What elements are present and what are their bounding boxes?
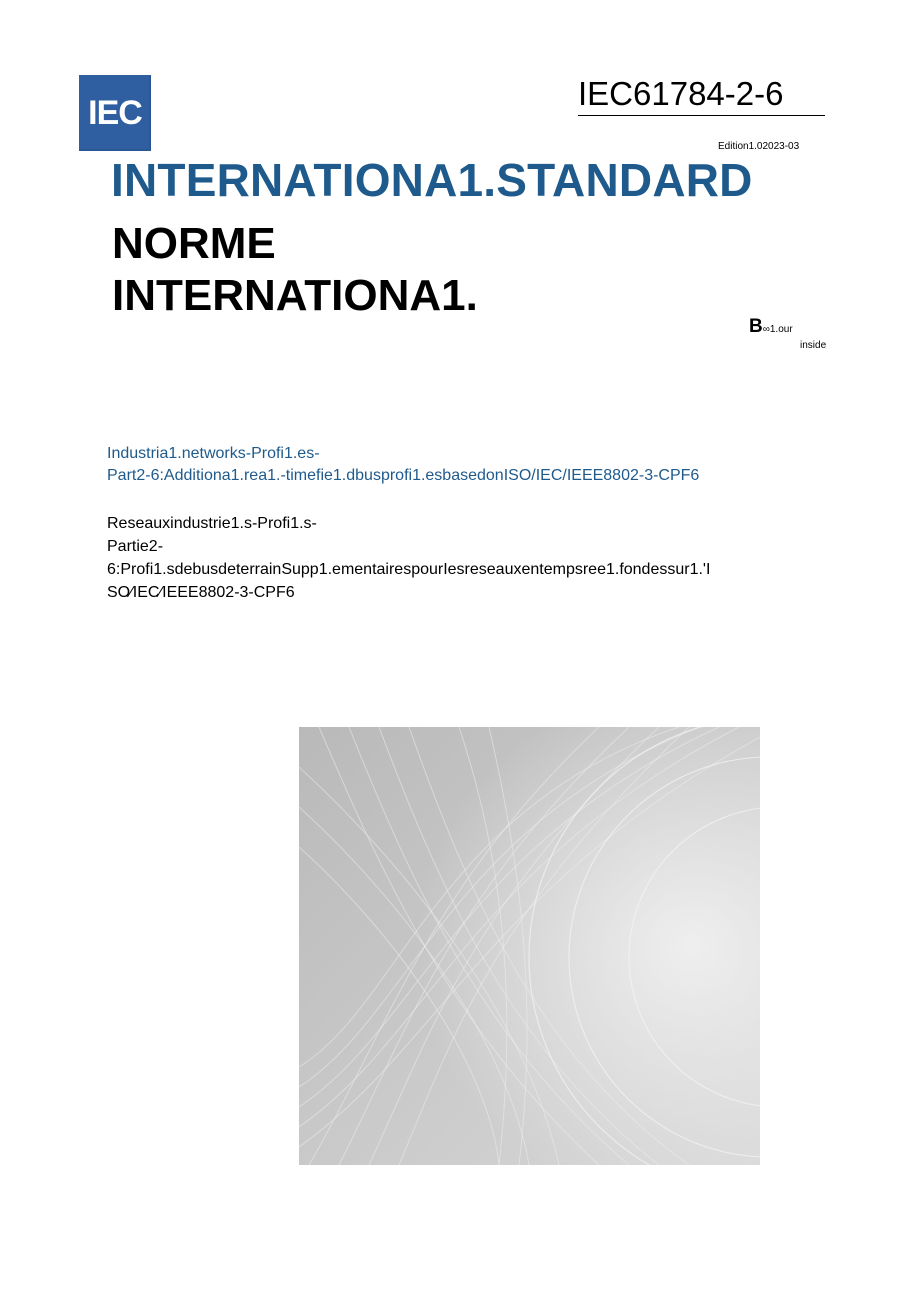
iec-logo-text: IEC: [88, 93, 142, 132]
subtitle-fr-line3: 6:Profi1.sdebusdeterrainSupp1.ementairespourIesreseauxentempsree1.fondessur1.'I: [107, 561, 711, 578]
subtitle-fr-line1: Reseauxindustrie1.s-Profi1.s-: [107, 515, 317, 532]
title-french-line2: INTERNATIONA1.: [112, 271, 478, 320]
bilingual-letter: B: [749, 316, 763, 337]
bilingual-rest: ∞1.our: [762, 324, 793, 335]
edition-date: Edition1.02023-03: [718, 141, 800, 152]
subtitle-fr-line4: SO⁄IEC⁄IEEE8802-3-CPF6: [107, 584, 295, 601]
subtitle-en-line2: Part2-6:Additiona1.rea1.-timefie1.dbusprofi1.esbasedonISO/IEC/IEEE8802-3-CPF6: [107, 467, 700, 484]
document-number: IEC61784-2-6: [578, 74, 825, 116]
cover-art-svg: [299, 727, 760, 1165]
subtitle-en-line1: Industria1.networks-Profi1.es-: [107, 445, 320, 462]
title-french: [112, 218, 478, 322]
subtitle-english: [107, 443, 699, 487]
title-french-line1: NORME: [112, 219, 276, 268]
iec-logo: [79, 75, 151, 151]
bilingual-inside: inside: [800, 340, 827, 351]
cover-art-image: [299, 727, 760, 1165]
subtitle-french: [107, 512, 710, 604]
title-english: INTERNATIONA1.STANDARD: [111, 154, 753, 206]
bilingual-note: [749, 316, 827, 351]
subtitle-fr-line2: Partie2-: [107, 538, 164, 555]
